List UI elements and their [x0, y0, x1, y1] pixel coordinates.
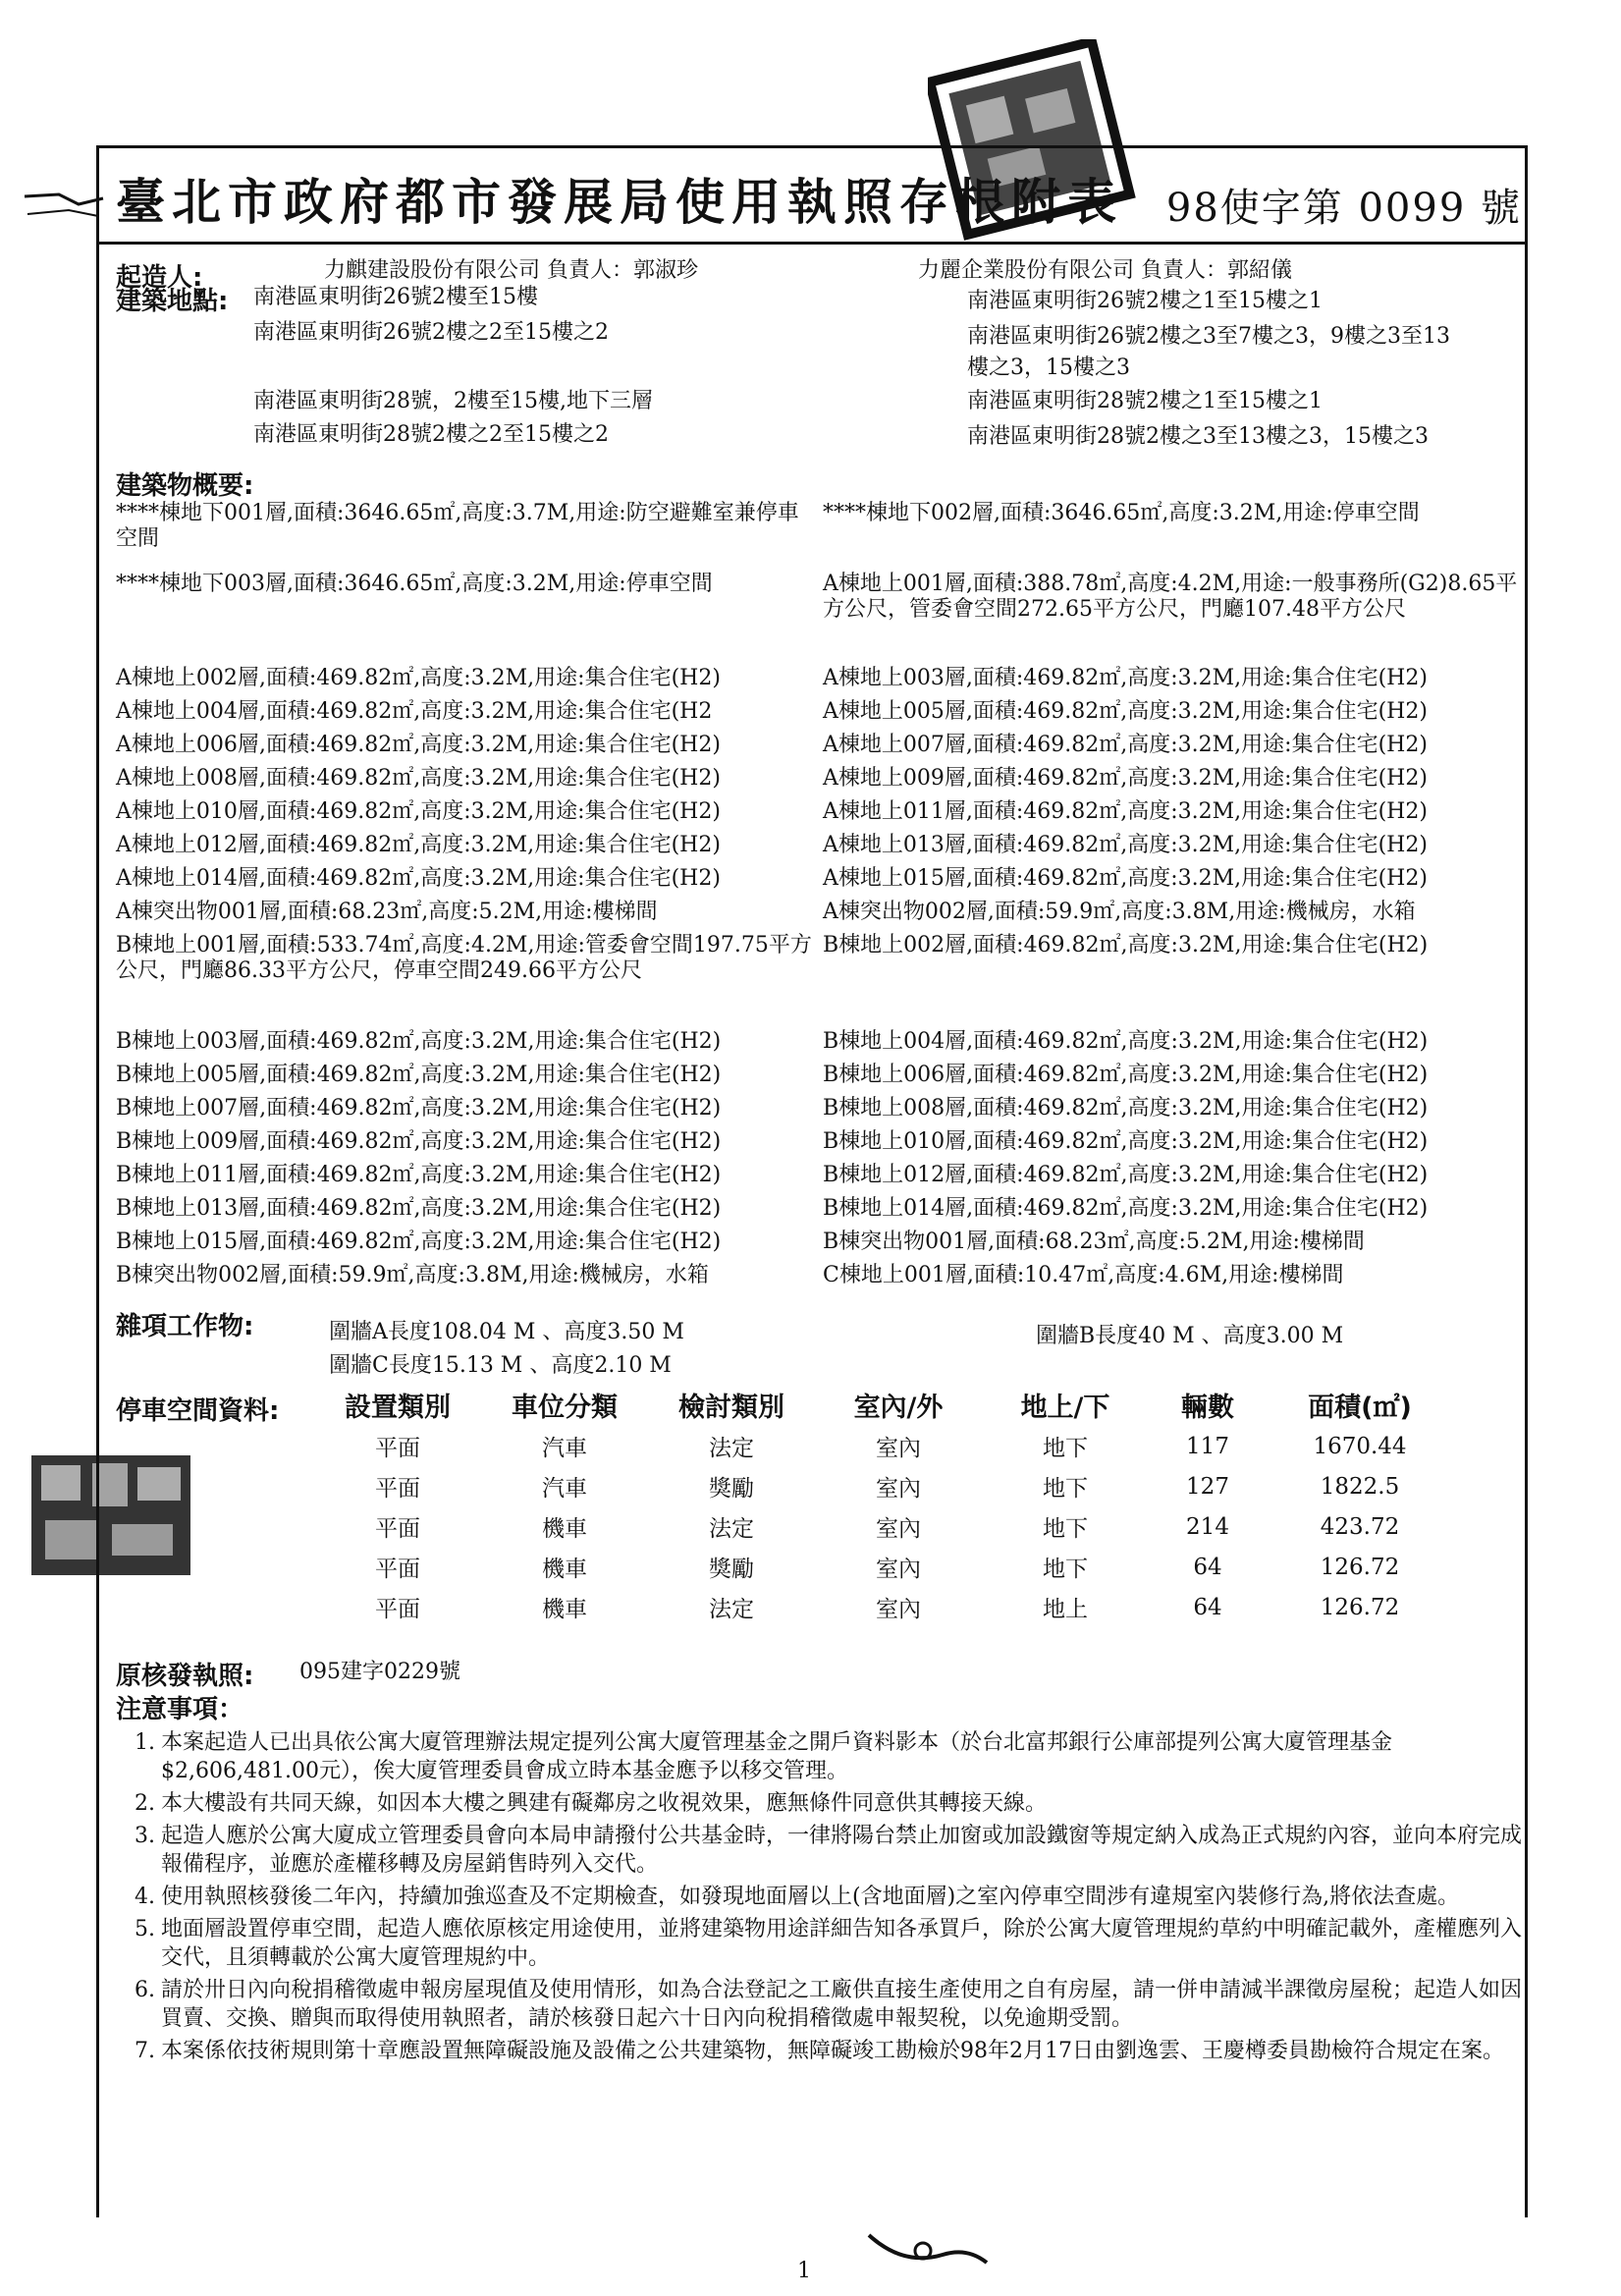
overview-row	[116, 1196, 1520, 1222]
overview-entry-left: B棟突出物002層,面積:59.9㎡,高度:3.8M,用途:機械房，水箱	[116, 1263, 709, 1287]
overview-entry-left: ****棟地下003層,面積:3646.65㎡,高度:3.2M,用途:停車空間	[116, 572, 713, 596]
parking-col-header: 面積(㎡)	[1308, 1392, 1412, 1423]
scribble-mark-left	[20, 177, 108, 236]
parking-cell: 地下	[1043, 1476, 1088, 1502]
overview-entry-left: B棟地上007層,面積:469.82㎡,高度:3.2M,用途:集合住宅(H2)	[116, 1096, 722, 1121]
title-divider	[96, 242, 1528, 245]
overview-row	[116, 1263, 1520, 1288]
parking-cell: 127	[1186, 1473, 1229, 1500]
note-number: 3.	[135, 1824, 155, 1848]
parking-row	[314, 1466, 1453, 1506]
parking-col-header: 檢討類別	[678, 1392, 784, 1423]
overview-entry-right: A棟地上013層,面積:469.82㎡,高度:3.2M,用途:集合住宅(H2)	[823, 833, 1428, 857]
parking-table	[314, 1383, 1453, 1627]
note-item	[116, 1915, 1530, 1972]
overview-entry-left: ****棟地下001層,面積:3646.65㎡,高度:3.7M,用途:防空避難室兼停車空間	[116, 501, 799, 551]
note-item	[116, 1789, 1530, 1818]
header	[96, 157, 1528, 240]
note-text: 本案起造人已出具依公寓大廈管理辦法規定提列公寓大廈管理基金之開戶資料影本（於台北富邦銀行公庫部提列公寓大廈管理基金$2,606,481.00元），俟大廈管理委員會成立時本基金應予以移交管理。	[161, 1730, 1393, 1783]
parking-cell: 獎勵	[709, 1476, 754, 1502]
flourish-mark-bottom	[864, 2227, 992, 2276]
overview-entry-left: B棟地上001層,面積:533.74㎡,高度:4.2M,用途:管委會空間197.75平方公尺，門廳86.33平方公尺，停車空間249.66平方公尺	[116, 933, 812, 983]
applicant-left: 力麒建設股份有限公司 負責人：郭淑珍	[324, 258, 698, 283]
parking-cell: 平面	[375, 1436, 420, 1461]
parking-col-header: 設置類別	[345, 1392, 451, 1423]
parking-header-row	[314, 1383, 1453, 1426]
parking-cell: 地上	[1043, 1597, 1088, 1622]
note-text: 本案係依技術規則第十章應設置無障礙設施及設備之公共建築物，無障礙竣工勘檢於98年2月17日由劉逸雲、王慶樽委員勘檢符合規定在案。	[161, 2039, 1504, 2063]
parking-cell: 室內	[876, 1597, 921, 1622]
site-left-4: 南港區東明街28號2樓之2至15樓之2	[253, 422, 609, 447]
parking-cell: 地下	[1043, 1557, 1088, 1582]
overview-row	[116, 833, 1520, 858]
overview-row	[116, 900, 1520, 925]
parking-cell: 平面	[375, 1476, 420, 1502]
overview-entry-right: A棟地上001層,面積:388.78㎡,高度:4.2M,用途:一般事務所(G2)8.65平方公尺，管委會空間272.65平方公尺，門廳107.48平方公尺	[823, 572, 1518, 622]
parking-cell: 汽車	[542, 1436, 587, 1461]
parking-col-header: 室內/外	[853, 1392, 944, 1423]
overview-label: 建築物概要:	[116, 471, 254, 501]
overview-entry-right: C棟地上001層,面積:10.47㎡,高度:4.6M,用途:樓梯間	[823, 1263, 1344, 1287]
overview-row	[116, 699, 1520, 725]
note-number: 5.	[135, 1917, 155, 1941]
site-right-3: 南港區東明街28號2樓之1至15樓之1	[967, 389, 1323, 413]
parking-cell: 平面	[375, 1516, 420, 1542]
site-left-3: 南港區東明街28號，2樓至15樓,地下三層	[253, 389, 653, 413]
overview-entry-left: B棟地上011層,面積:469.82㎡,高度:3.2M,用途:集合住宅(H2)	[116, 1163, 722, 1187]
parking-cell: 機車	[542, 1557, 587, 1582]
parking-row	[314, 1426, 1453, 1466]
overview-row	[116, 933, 1520, 984]
site-right-1: 南港區東明街26號2樓之3至7樓之3，9樓之3至13	[967, 324, 1450, 349]
overview-entry-left: A棟地上012層,面積:469.82㎡,高度:3.2M,用途:集合住宅(H2)	[116, 833, 721, 857]
note-text: 請於卅日內向稅捐稽徵處申報房屋現值及使用情形，如為合法登記之工廠供直接生產使用之自有房屋，請一併申請減半課徵房屋稅；起造人如因買賣、交換、贈與而取得使用執照者，請於核發日起六十日內向稅捐稽徵處申報契稅，以免逾期受罰。	[161, 1978, 1523, 2031]
parking-col-header: 車位分類	[512, 1392, 618, 1423]
overview-row	[116, 1029, 1520, 1055]
overview-entry-right: B棟地上010層,面積:469.82㎡,高度:3.2M,用途:集合住宅(H2)	[823, 1129, 1429, 1154]
parking-cell: 室內	[876, 1476, 921, 1502]
overview-entry-left: A棟地上010層,面積:469.82㎡,高度:3.2M,用途:集合住宅(H2)	[116, 799, 721, 824]
misc-work-item: 圍牆B長度40 M 、高度3.00 M	[1036, 1324, 1344, 1348]
note-number: 2.	[135, 1791, 155, 1816]
misc-work-item: 圍牆A長度108.04 M 、高度3.50 M	[329, 1320, 684, 1344]
misc-works-label: 雜項工作物:	[116, 1312, 254, 1341]
overview-row	[116, 1129, 1520, 1155]
parking-row	[314, 1587, 1453, 1627]
parking-cell: 地下	[1043, 1436, 1088, 1461]
note-number: 6.	[135, 1978, 155, 2002]
overview-entry-right: A棟地上015層,面積:469.82㎡,高度:3.2M,用途:集合住宅(H2)	[823, 866, 1428, 891]
note-item	[116, 1728, 1530, 1785]
note-item	[116, 1822, 1530, 1879]
overview-entry-left: A棟地上002層,面積:469.82㎡,高度:3.2M,用途:集合住宅(H2)	[116, 666, 721, 690]
permit-number: 98使字第 0099 號	[1165, 186, 1522, 231]
parking-cell: 機車	[542, 1597, 587, 1622]
overview-entry-right: A棟地上003層,面積:469.82㎡,高度:3.2M,用途:集合住宅(H2)	[823, 666, 1428, 690]
parking-col-header: 輛數	[1181, 1392, 1234, 1423]
parking-cell: 法定	[709, 1597, 754, 1622]
note-text: 起造人應於公寓大廈成立管理委員會向本局申請撥付公共基金時，一律將陽台禁止加窗或加設鐵窗等規定納入成為正式規約內容，並向本府完成報備程序，並應於產權移轉及房屋銷售時列入交代。	[161, 1824, 1523, 1877]
overview-row	[116, 572, 1520, 623]
parking-cell: 室內	[876, 1436, 921, 1461]
overview-entry-right: B棟地上004層,面積:469.82㎡,高度:3.2M,用途:集合住宅(H2)	[823, 1029, 1429, 1054]
overview-entry-left: B棟地上015層,面積:469.82㎡,高度:3.2M,用途:集合住宅(H2)	[116, 1230, 722, 1254]
note-item	[116, 1976, 1530, 2033]
note-number: 7.	[135, 2039, 155, 2063]
overview-row	[116, 1063, 1520, 1088]
overview-entry-right: ****棟地下002層,面積:3646.65㎡,高度:3.2M,用途:停車空間	[823, 501, 1420, 525]
parking-cell: 獎勵	[709, 1557, 754, 1582]
note-text: 地面層設置停車空間，起造人應依原核定用途使用，並將建築物用途詳細告知各承買戶，除於公寓大廈管理規約草約中明確記載外，產權應列入交代，且須轉載於公寓大廈管理規約中。	[161, 1917, 1523, 1970]
overview-entry-left: A棟突出物001層,面積:68.23㎡,高度:5.2M,用途:樓梯間	[116, 900, 658, 924]
overview-row	[116, 1230, 1520, 1255]
parking-col-header: 地上/下	[1020, 1392, 1110, 1423]
overview-entry-right: B棟地上014層,面積:469.82㎡,高度:3.2M,用途:集合住宅(H2)	[823, 1196, 1429, 1221]
parking-cell: 地下	[1043, 1516, 1088, 1542]
site-right-4: 南港區東明街28號2樓之3至13樓之3，15樓之3	[967, 424, 1429, 449]
note-number: 1.	[135, 1730, 155, 1755]
applicant-label: 起造人:	[116, 263, 203, 293]
overview-row	[116, 799, 1520, 825]
notes-list	[116, 1728, 1530, 2069]
site-label: 建築地點:	[116, 287, 229, 316]
overview-row	[116, 1096, 1520, 1121]
overview-entry-right: A棟地上005層,面積:469.82㎡,高度:3.2M,用途:集合住宅(H2)	[823, 699, 1428, 724]
overview-row	[116, 733, 1520, 758]
parking-cell: 室內	[876, 1516, 921, 1542]
page-number: 1	[797, 2259, 811, 2283]
parking-cell: 1670.44	[1313, 1433, 1407, 1459]
parking-cell: 1822.5	[1320, 1473, 1400, 1500]
overview-entry-left: A棟地上006層,面積:469.82㎡,高度:3.2M,用途:集合住宅(H2)	[116, 733, 721, 757]
overview-entry-right: B棟地上012層,面積:469.82㎡,高度:3.2M,用途:集合住宅(H2)	[823, 1163, 1429, 1187]
overview-row	[116, 866, 1520, 892]
parking-cell: 214	[1186, 1513, 1229, 1540]
notes-label: 注意事項：	[116, 1695, 244, 1724]
overview-row	[116, 501, 1520, 552]
parking-cell: 64	[1193, 1554, 1222, 1580]
parking-label: 停車空間資料:	[116, 1396, 280, 1426]
document-title: 臺北市政府都市發展局使用執照存根附表	[116, 173, 1123, 231]
note-number: 4.	[135, 1885, 155, 1909]
parking-row	[314, 1506, 1453, 1547]
note-text: 使用執照核發後二年內，持續加強巡查及不定期檢查，如發現地面層以上(含地面層)之室內停車空間涉有違規室內裝修行為,將依法查處。	[161, 1885, 1460, 1909]
parking-cell: 法定	[709, 1436, 754, 1461]
overview-entry-right: B棟地上008層,面積:469.82㎡,高度:3.2M,用途:集合住宅(H2)	[823, 1096, 1429, 1121]
overview-row	[116, 666, 1520, 691]
parking-cell: 126.72	[1320, 1554, 1400, 1580]
note-item	[116, 2037, 1530, 2065]
overview-entry-left: A棟地上004層,面積:469.82㎡,高度:3.2M,用途:集合住宅(H2	[116, 699, 713, 724]
parking-cell: 法定	[709, 1516, 754, 1542]
site-right-0: 南港區東明街26號2樓之1至15樓之1	[967, 289, 1323, 313]
parking-cell: 423.72	[1320, 1513, 1400, 1540]
overview-entry-right: A棟地上009層,面積:469.82㎡,高度:3.2M,用途:集合住宅(H2)	[823, 766, 1428, 791]
overview-entry-right: A棟地上007層,面積:469.82㎡,高度:3.2M,用途:集合住宅(H2)	[823, 733, 1428, 757]
overview-entry-left: B棟地上009層,面積:469.82㎡,高度:3.2M,用途:集合住宅(H2)	[116, 1129, 722, 1154]
overview-entry-left: B棟地上013層,面積:469.82㎡,高度:3.2M,用途:集合住宅(H2)	[116, 1196, 722, 1221]
overview-entry-left: A棟地上008層,面積:469.82㎡,高度:3.2M,用途:集合住宅(H2)	[116, 766, 721, 791]
parking-row	[314, 1547, 1453, 1587]
overview-entry-left: A棟地上014層,面積:469.82㎡,高度:3.2M,用途:集合住宅(H2)	[116, 866, 721, 891]
parking-cell: 126.72	[1320, 1594, 1400, 1620]
parking-cell: 室內	[876, 1557, 921, 1582]
overview-entry-left: B棟地上003層,面積:469.82㎡,高度:3.2M,用途:集合住宅(H2)	[116, 1029, 722, 1054]
overview-entry-right: B棟地上002層,面積:469.82㎡,高度:3.2M,用途:集合住宅(H2)	[823, 933, 1429, 957]
overview-entry-right: A棟地上011層,面積:469.82㎡,高度:3.2M,用途:集合住宅(H2)	[823, 799, 1428, 824]
overview-row	[116, 766, 1520, 792]
parking-cell: 平面	[375, 1597, 420, 1622]
original-permit-label: 原核發執照:	[116, 1662, 254, 1691]
misc-work-item: 圍牆C長度15.13 M 、高度2.10 M	[329, 1353, 672, 1378]
site-right-2: 樓之3，15樓之3	[967, 355, 1130, 380]
overview-entry-right: A棟突出物002層,面積:59.9㎡,高度:3.8M,用途:機械房，水箱	[823, 900, 1416, 924]
original-permit-value: 095建字0229號	[299, 1660, 460, 1684]
site-left-1: 南港區東明街26號2樓之2至15樓之2	[253, 320, 609, 345]
overview-row	[116, 1163, 1520, 1188]
site-left-0: 南港區東明街26號2樓至15樓	[253, 285, 538, 309]
note-text: 本大樓設有共同天線，如因本大樓之興建有礙鄰房之收視效果，應無條件同意供其轉接天線。	[161, 1791, 1048, 1816]
note-item	[116, 1883, 1530, 1911]
parking-cell: 117	[1186, 1433, 1229, 1459]
parking-cell: 汽車	[542, 1476, 587, 1502]
overview-entry-right: B棟地上006層,面積:469.82㎡,高度:3.2M,用途:集合住宅(H2)	[823, 1063, 1429, 1087]
parking-cell: 機車	[542, 1516, 587, 1542]
parking-cell: 64	[1193, 1594, 1222, 1620]
overview-entry-left: B棟地上005層,面積:469.82㎡,高度:3.2M,用途:集合住宅(H2)	[116, 1063, 722, 1087]
parking-cell: 平面	[375, 1557, 420, 1582]
applicant-right: 力麗企業股份有限公司 負責人：郭紹儀	[918, 258, 1292, 283]
overview-entry-right: B棟突出物001層,面積:68.23㎡,高度:5.2M,用途:樓梯間	[823, 1230, 1365, 1254]
